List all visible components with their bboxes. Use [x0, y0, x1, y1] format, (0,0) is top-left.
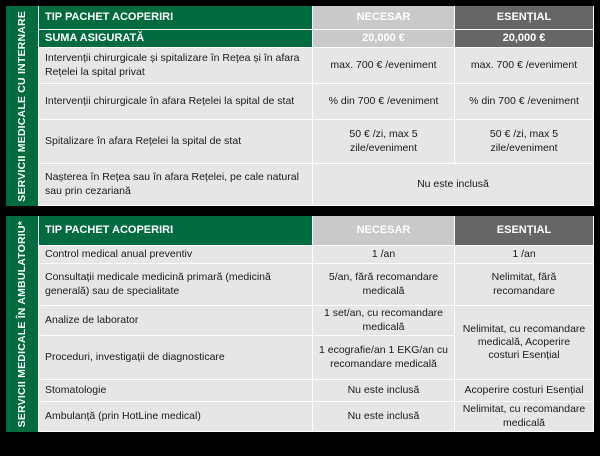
ambulatoriu-header-necesar: NECESAR: [313, 216, 455, 246]
internare-side-title: SERVICII MEDICALE CU INTERNARE: [6, 6, 39, 206]
suma-esential: 20,000 €: [455, 30, 594, 48]
internare-row-label: Intervenții chirurgicale în afara Rețelei la spital de stat: [39, 84, 313, 120]
ambulatoriu-header-esential: ESENȚIAL: [455, 216, 594, 246]
ambulatoriu-header-label: TIP PACHET ACOPERIRI: [39, 216, 313, 246]
internare-row-label: Nașterea în Rețea sau în afara Rețelei, pe cale natural sau prin cezariană: [39, 164, 313, 206]
internare-row-esential: % din 700 € /eveniment: [455, 84, 594, 120]
ambulatoriu-row-necesar: 1 /an: [313, 246, 455, 264]
ambulatoriu-row-label: Consultații medicale medicină primară (medicină generală) sau de specialitate: [39, 264, 313, 306]
ambulatoriu-merged-esential: Nelimitat, cu recomandare medicală, Acoperire costuri Esențial: [455, 306, 594, 380]
ambulatoriu-row-necesar: 1 set/an, cu recomandare medicală: [313, 306, 455, 336]
internare-row-both: Nu este inclusă: [313, 164, 594, 206]
ambulatoriu-row-esential: 1 /an: [455, 246, 594, 264]
ambulatoriu-section: [6, 216, 594, 450]
ambulatoriu-side-title: SERVICII MEDICALE ÎN AMBULATORIU*: [6, 216, 39, 432]
ambulatoriu-row-esential: Nelimitat, fără recomandare: [455, 264, 594, 306]
internare-row-necesar: 50 € /zi, max 5 zile/eveniment: [313, 120, 455, 164]
ambulatoriu-row-label: Control medical anual preventiv: [39, 246, 313, 264]
internare-row-label: Intervenții chirurgicale și spitalizare în Rețea și în afara Rețelei la spital privat: [39, 48, 313, 84]
ambulatoriu-row-label: Analize de laborator: [39, 306, 313, 336]
ambulatoriu-row-necesar: 5/an, fără recomandare medicală: [313, 264, 455, 306]
internare-row-necesar: % din 700 € /eveniment: [313, 84, 455, 120]
internare-row-esential: max. 700 € /eveniment: [455, 48, 594, 84]
ambulatoriu-row-esential: Acoperire costuri Esențial: [455, 380, 594, 402]
internare-row-label: Spitalizare în afara Rețelei la spital de stat: [39, 120, 313, 164]
internare-section: [6, 6, 594, 206]
ambulatoriu-row-necesar: Nu este inclusă: [313, 402, 455, 432]
internare-header-label: TIP PACHET ACOPERIRI: [39, 6, 313, 30]
ambulatoriu-row-necesar: Nu este inclusă: [313, 380, 455, 402]
ambulatoriu-row-esential: Nelimitat, cu recomandare medicală: [455, 402, 594, 432]
ambulatoriu-row-label: Stomatologie: [39, 380, 313, 402]
ambulatoriu-row-label: Ambulanță (prin HotLine medical): [39, 402, 313, 432]
internare-row-esential: 50 € /zi, max 5 zile/eveniment: [455, 120, 594, 164]
ambulatoriu-row-label: Proceduri, investigații de diagnosticare: [39, 336, 313, 380]
internare-row-necesar: max. 700 € /eveniment: [313, 48, 455, 84]
internare-header-esential: ESENȚIAL: [455, 6, 594, 30]
suma-necesar: 20,000 €: [313, 30, 455, 48]
suma-asigurata-label: SUMA ASIGURATĂ: [39, 30, 313, 48]
ambulatoriu-row-necesar: 1 ecografie/an 1 EKG/an cu recomandare medicală: [313, 336, 455, 380]
internare-header-necesar: NECESAR: [313, 6, 455, 30]
